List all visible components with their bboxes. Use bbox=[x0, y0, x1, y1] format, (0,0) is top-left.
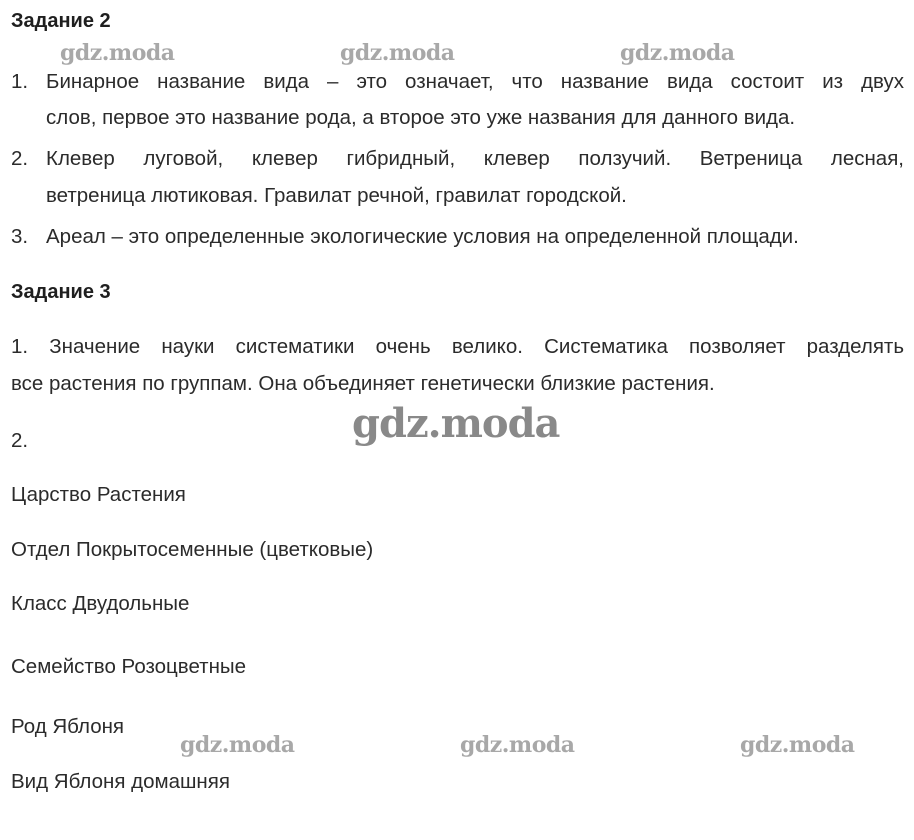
task2-item2-number: 2. bbox=[11, 147, 29, 170]
watermark: gdz.moda bbox=[340, 40, 455, 66]
watermark: gdz.moda bbox=[60, 40, 175, 66]
watermark: gdz.moda bbox=[620, 40, 735, 66]
task2-item2-line2: ветреница лютиковая. Гравилат речной, гравилат городской. bbox=[46, 184, 627, 207]
task3-para-line1: 1. Значение науки систематики очень велико. Систематика позволяет разделять bbox=[11, 335, 904, 358]
task3-heading: Задание 3 bbox=[11, 281, 111, 303]
task2-item3-number: 3. bbox=[11, 225, 29, 248]
task2-item1-number: 1. bbox=[11, 70, 29, 93]
task2-item1-line2: слов, первое это название рода, а второе это уже названия для данного вида. bbox=[46, 106, 796, 129]
task3-item2-number: 2. bbox=[11, 429, 29, 452]
task2-item3-line1: Ареал – это определенные экологические условия на определенной площади. bbox=[46, 225, 799, 248]
watermark: gdz.moda bbox=[460, 732, 575, 758]
taxonomy-family: Семейство Розоцветные bbox=[11, 655, 247, 678]
taxonomy-kingdom: Царство Растения bbox=[11, 483, 186, 506]
watermark-large: gdz.moda bbox=[352, 400, 560, 447]
watermark: gdz.moda bbox=[740, 732, 855, 758]
taxonomy-genus: Род Яблоня bbox=[11, 715, 125, 738]
taxonomy-class: Класс Двудольные bbox=[11, 592, 190, 615]
watermark: gdz.moda bbox=[180, 732, 295, 758]
taxonomy-division: Отдел Покрытосеменные (цветковые) bbox=[11, 538, 374, 561]
task2-heading: Задание 2 bbox=[11, 10, 111, 32]
taxonomy-species: Вид Яблоня домашняя bbox=[11, 770, 230, 793]
task3-para-line2: все растения по группам. Она объединяет генетически близкие растения. bbox=[11, 372, 715, 395]
task2-item1-line1: Бинарное название вида – это означает, что название вида состоит из двух bbox=[46, 70, 904, 93]
task2-item2-line1: Клевер луговой, клевер гибридный, клевер ползучий. Ветреница лесная, bbox=[46, 147, 904, 170]
